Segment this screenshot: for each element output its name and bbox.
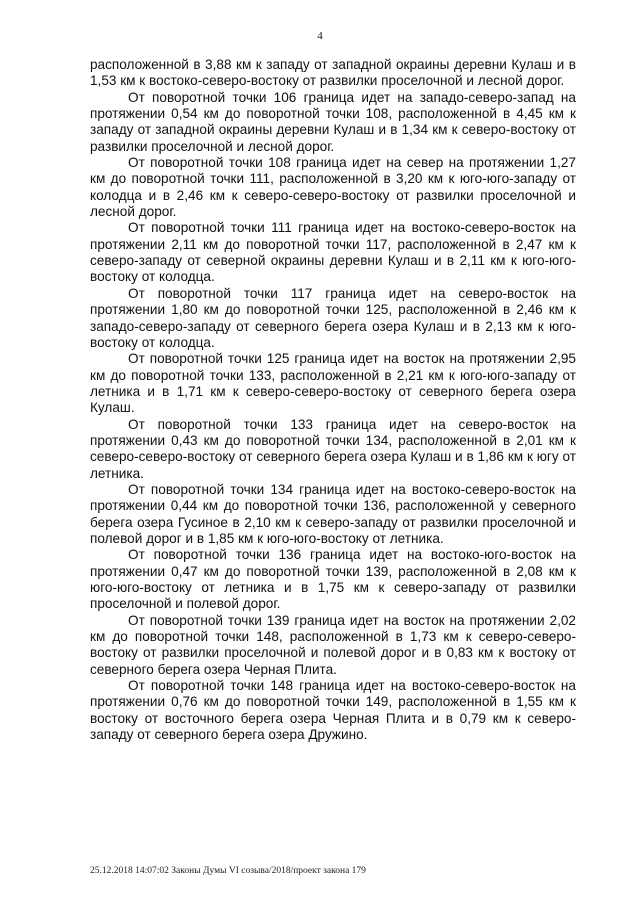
document-footer: 25.12.2018 14:07:02 Законы Думы VI созыва/2018/проект закона 179 xyxy=(90,866,366,876)
paragraph: От поворотной точки 108 граница идет на север на протяжении 1,27 км до поворотной точки 111, расположенной в 3,20 км к юго-юго-западу от колодца и в 2,46 км к северо-северо-востоку от развилки проселочной и лесной дорог. xyxy=(90,155,576,220)
paragraph: От поворотной точки 125 граница идет на восток на протяжении 2,95 км до поворотной точки 133, расположенной в 2,21 км к юго-юго-западу от летника и в 1,71 км к северо-северо-востоку от северного берега озера Кулаш. xyxy=(90,351,576,416)
paragraph: От поворотной точки 136 граница идет на востоко-юго-восток на протяжении 0,47 км до поворотной точки 139, расположенной в 2,08 км к юго-юго-востоку от летника и в 1,75 км к северо-западу от развилки проселочной и полевой дорог. xyxy=(90,547,576,612)
paragraph: От поворотной точки 111 граница идет на востоко-северо-восток на протяжении 2,11 км до поворотной точки 117, расположенной в 2,47 км к северо-западу от северной окраины деревни Кулаш и в 2,11 км к юго-юго-востоку от колодца. xyxy=(90,220,576,285)
page-number: 4 xyxy=(317,30,323,42)
paragraph: От поворотной точки 139 граница идет на восток на протяжении 2,02 км до поворотной точки 148, расположенной в 1,73 км к северо-северо-востоку от развилки проселочной и полевой дорог и в 0,83 км к востоку от северного берега озера Черная Плита. xyxy=(90,612,576,677)
document-body xyxy=(90,57,576,743)
paragraph: От поворотной точки 148 граница идет на востоко-северо-восток на протяжении 0,76 км до поворотной точки 149, расположенной в 1,55 км к востоку от восточного берега озера Черная Плита и в 0,79 км к северо-западу от северного берега озера Дружино. xyxy=(90,678,576,743)
paragraph: От поворотной точки 134 граница идет на востоко-северо-восток на протяжении 0,44 км до поворотной точки 136, расположенной у северного берега озера Гусиное в 2,10 км к северо-западу от развилки проселочной и полевой дорог и в 1,85 км к юго-юго-востоку от летника. xyxy=(90,481,576,546)
paragraph: От поворотной точки 133 граница идет на северо-восток на протяжении 0,43 км до поворотной точки 134, расположенной в 2,01 км к северо-северо-востоку от северного берега озера Кулаш и в 1,86 км к югу от летника. xyxy=(90,416,576,481)
paragraph: От поворотной точки 106 граница идет на западо-северо-запад на протяжении 0,54 км до поворотной точки 108, расположенной в 4,45 км к западу от западной окраины деревни Кулаш и в 1,34 км к северо-востоку от развилки проселочной и лесной дорог. xyxy=(90,89,576,154)
paragraph: расположенной в 3,88 км к западу от западной окраины деревни Кулаш и в 1,53 км к востоко-северо-востоку от развилки проселочной и лесной дорог. xyxy=(90,57,576,89)
paragraph: От поворотной точки 117 граница идет на северо-восток на протяжении 1,80 км до поворотной точки 125, расположенной в 2,46 км к западо-северо-западу от северного берега озера Кулаш и в 2,13 км к юго-востоку от колодца. xyxy=(90,285,576,350)
